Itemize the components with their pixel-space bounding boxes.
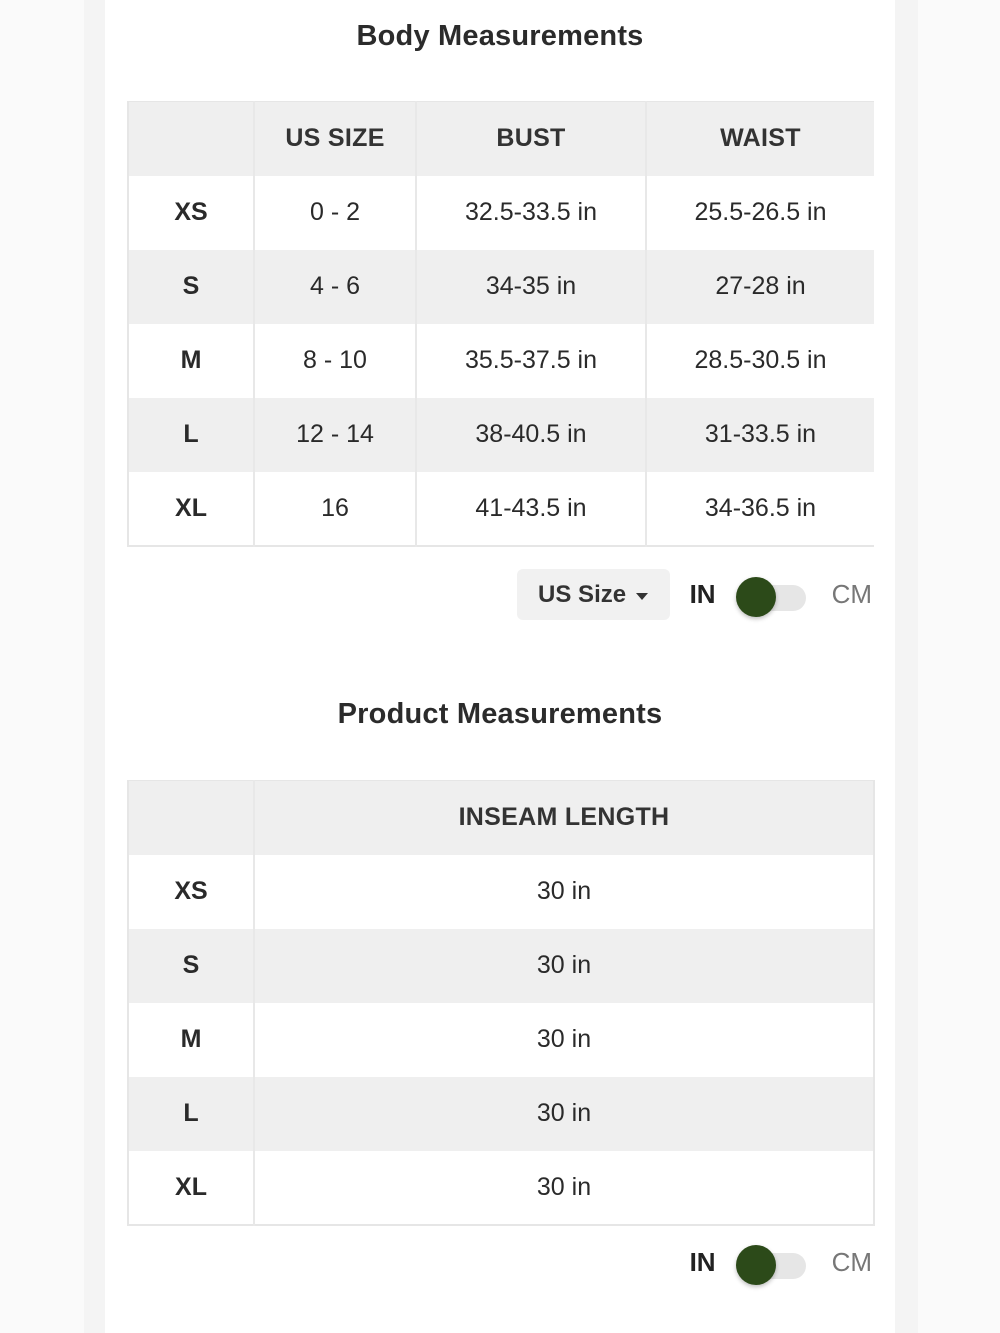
bust-cell: 34-35 in bbox=[416, 250, 646, 324]
unit-toggle-switch[interactable] bbox=[736, 1248, 806, 1278]
size-label: XS bbox=[128, 176, 254, 250]
table-header-row bbox=[128, 102, 874, 176]
size-label: S bbox=[128, 250, 254, 324]
inseam-cell: 30 in bbox=[254, 855, 874, 929]
unit-label-cm: CM bbox=[831, 1247, 872, 1277]
size-label: L bbox=[128, 398, 254, 472]
caret-down-icon bbox=[636, 593, 648, 600]
body-measurements-table bbox=[127, 101, 874, 547]
size-label: XL bbox=[128, 472, 254, 546]
unit-label-cm: CM bbox=[831, 579, 872, 609]
table-row bbox=[128, 472, 874, 546]
inseam-cell: 30 in bbox=[254, 1003, 874, 1077]
us-size-cell: 0 - 2 bbox=[254, 176, 416, 250]
product-measurements-table bbox=[127, 780, 875, 1226]
toggle-knob bbox=[736, 577, 776, 617]
bust-cell: 35.5-37.5 in bbox=[416, 324, 646, 398]
table-row bbox=[128, 1003, 874, 1077]
table-row bbox=[128, 929, 874, 1003]
size-label: M bbox=[128, 1003, 254, 1077]
us-size-cell: 12 - 14 bbox=[254, 398, 416, 472]
waist-cell: 34-36.5 in bbox=[646, 472, 874, 546]
us-size-cell: 16 bbox=[254, 472, 416, 546]
column-header-us-size: US SIZE bbox=[254, 102, 416, 176]
product-measurements-title: Product Measurements bbox=[337, 698, 663, 730]
bust-cell: 32.5-33.5 in bbox=[416, 176, 646, 250]
size-system-value: US Size bbox=[538, 580, 627, 608]
inseam-cell: 30 in bbox=[254, 1077, 874, 1151]
size-system-dropdown[interactable] bbox=[517, 569, 670, 620]
product-measurements-controls bbox=[690, 1247, 872, 1278]
table-row bbox=[128, 1151, 874, 1225]
size-label: XL bbox=[128, 1151, 254, 1225]
size-label: M bbox=[128, 324, 254, 398]
inseam-cell: 30 in bbox=[254, 929, 874, 1003]
table-row bbox=[128, 1077, 874, 1151]
unit-label-in: IN bbox=[689, 579, 716, 609]
table-row bbox=[128, 324, 874, 398]
waist-cell: 31-33.5 in bbox=[646, 398, 874, 472]
unit-toggle-switch[interactable] bbox=[736, 580, 806, 610]
body-measurements-title: Body Measurements bbox=[356, 20, 644, 52]
background-right bbox=[916, 0, 1000, 1333]
toggle-knob bbox=[736, 1245, 776, 1285]
us-size-cell: 8 - 10 bbox=[254, 324, 416, 398]
table-row bbox=[128, 176, 874, 250]
us-size-cell: 4 - 6 bbox=[254, 250, 416, 324]
waist-cell: 27-28 in bbox=[646, 250, 874, 324]
table-row bbox=[128, 250, 874, 324]
waist-cell: 28.5-30.5 in bbox=[646, 324, 874, 398]
bust-cell: 41-43.5 in bbox=[416, 472, 646, 546]
column-header-size bbox=[128, 781, 254, 855]
column-header-inseam-length: INSEAM LENGTH bbox=[254, 781, 874, 855]
waist-cell: 25.5-26.5 in bbox=[646, 176, 874, 250]
size-label: S bbox=[128, 929, 254, 1003]
body-measurements-controls bbox=[517, 569, 872, 620]
background-left bbox=[0, 0, 84, 1333]
table-row bbox=[128, 398, 874, 472]
column-header-bust: BUST bbox=[416, 102, 646, 176]
unit-label-in: IN bbox=[689, 1247, 716, 1277]
column-header-size bbox=[128, 102, 254, 176]
size-label: L bbox=[128, 1077, 254, 1151]
table-header-row bbox=[128, 781, 874, 855]
bust-cell: 38-40.5 in bbox=[416, 398, 646, 472]
table-row bbox=[128, 855, 874, 929]
column-header-waist: WAIST bbox=[646, 102, 874, 176]
inseam-cell: 30 in bbox=[254, 1151, 874, 1225]
size-label: XS bbox=[128, 855, 254, 929]
